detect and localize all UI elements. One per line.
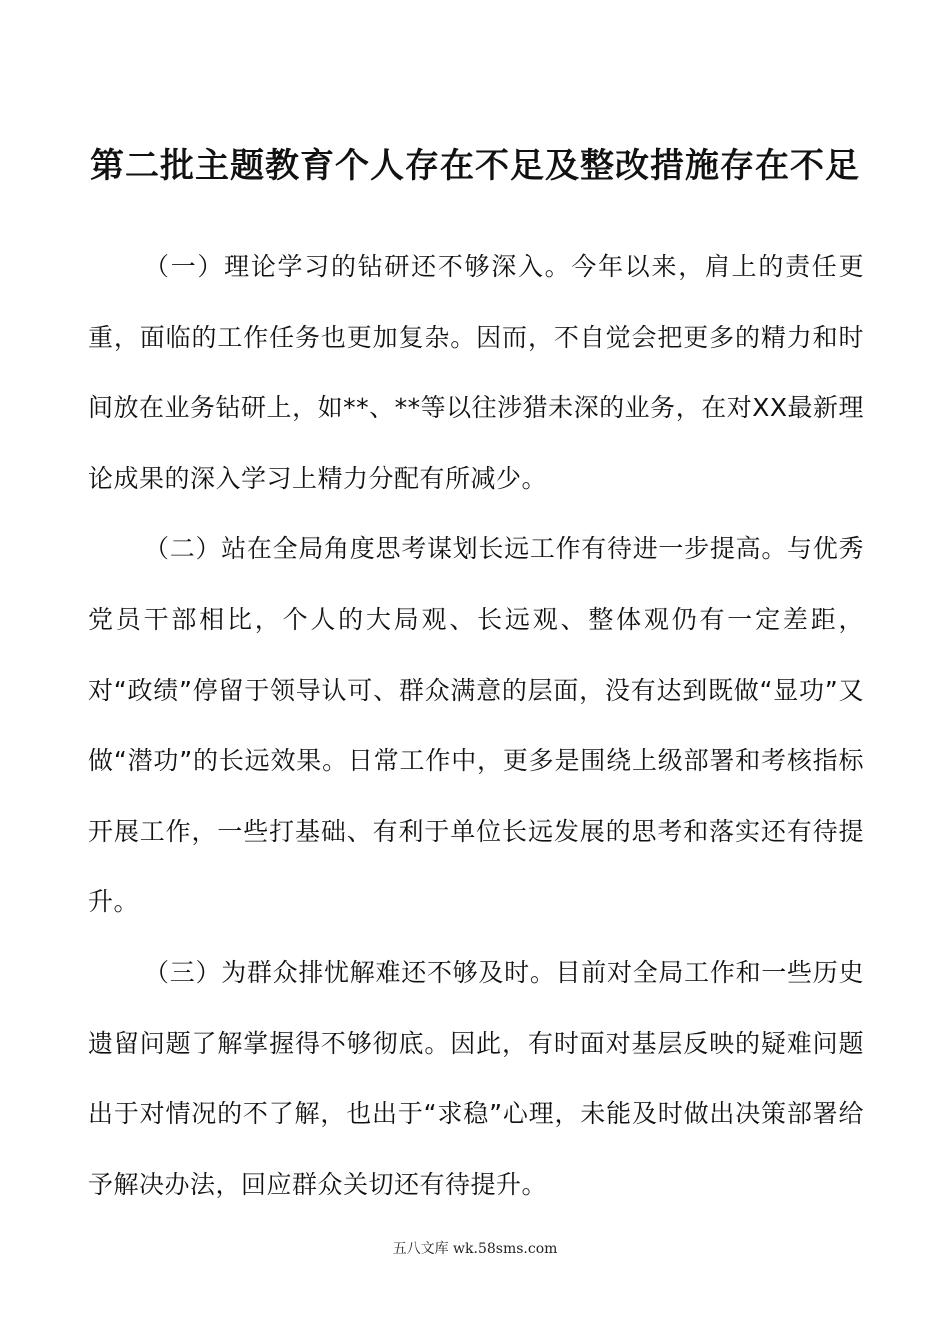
document-title: 第二批主题教育个人存在不足及整改措施存在不足 (90, 146, 860, 186)
paragraph-2: （二）站在全局角度思考谋划长远工作有待进一步提高。与优秀党员干部相比，个人的大局观、长远观、整体观仍有一定差距，对“政绩”停留于领导认可、群众满意的层面，没有达到既做“显功”又做“潜功”的长远效果。日常工作中，更多是围绕上级部署和考核指标开展工作，一些打基础、有利于单位长远发展的思考和落实还有待提升。 (88, 534, 864, 917)
document-body (88, 232, 864, 1220)
paragraph-1: （一）理论学习的钻研还不够深入。今年以来，肩上的责任更重，面临的工作任务也更加复杂。因而，不自觉会把更多的精力和时间放在业务钻研上，如**、**等以往涉猎未深的业务，在对XX最新理论成果的深入学习上精力分配有所减少。 (88, 252, 864, 493)
paragraph-3: （三）为群众排忧解难还不够及时。目前对全局工作和一些历史遗留问题了解掌握得不够彻底。因此，有时面对基层反映的疑难问题出于对情况的不了解，也出于“求稳”心理，未能及时做出决策部署给予解决办法，回应群众关切还有待提升。 (88, 957, 864, 1199)
footer-watermark: 五八文库 wk.58sms.com (392, 1241, 558, 1257)
